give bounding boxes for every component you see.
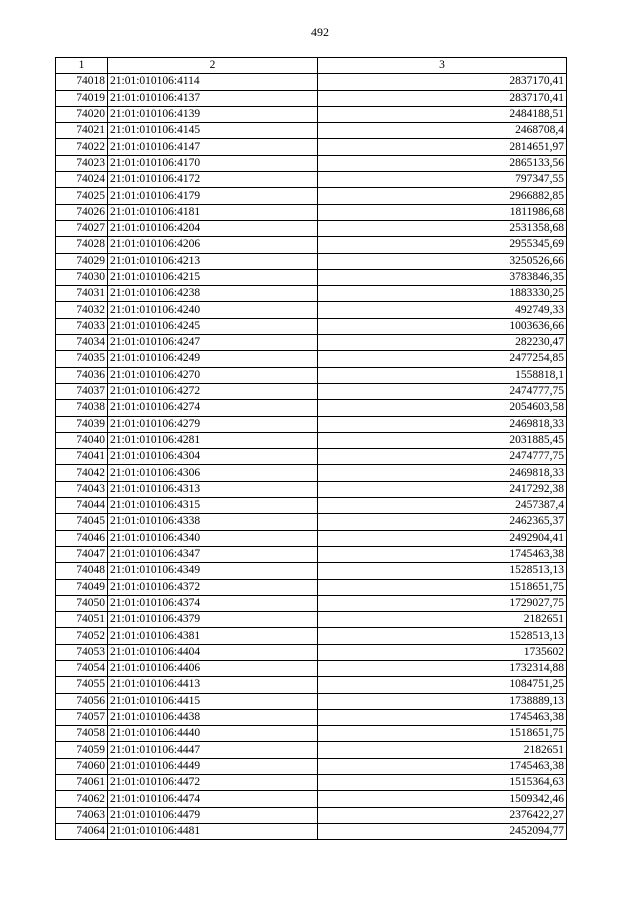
row-number-cell: 74046 xyxy=(56,530,108,546)
header-row xyxy=(56,58,567,74)
cadastral-number-cell: 21:01:010106:4481 xyxy=(108,823,318,839)
table-row xyxy=(56,612,567,628)
row-number-cell: 74023 xyxy=(56,155,108,171)
cadastral-number-cell: 21:01:010106:4474 xyxy=(108,791,318,807)
cadastral-number-cell: 21:01:010106:4306 xyxy=(108,465,318,481)
cadastral-number-cell: 21:01:010106:4247 xyxy=(108,335,318,351)
table-row xyxy=(56,807,567,823)
row-number-cell: 74025 xyxy=(56,188,108,204)
table-row xyxy=(56,367,567,383)
cadastral-number-cell: 21:01:010106:4315 xyxy=(108,498,318,514)
value-cell: 1811986,68 xyxy=(318,204,567,220)
value-cell: 2031885,45 xyxy=(318,432,567,448)
row-number-cell: 74035 xyxy=(56,351,108,367)
value-cell: 2477254,85 xyxy=(318,351,567,367)
cadastral-number-cell: 21:01:010106:4139 xyxy=(108,106,318,122)
row-number-cell: 74044 xyxy=(56,498,108,514)
table-row xyxy=(56,758,567,774)
row-number-cell: 74019 xyxy=(56,90,108,106)
value-cell: 1528513,13 xyxy=(318,628,567,644)
value-cell: 1528513,13 xyxy=(318,563,567,579)
row-number-cell: 74043 xyxy=(56,481,108,497)
row-number-cell: 74062 xyxy=(56,791,108,807)
cadastral-number-cell: 21:01:010106:4179 xyxy=(108,188,318,204)
column-header-3: 3 xyxy=(318,58,567,74)
table-row xyxy=(56,726,567,742)
table-row xyxy=(56,188,567,204)
value-cell: 2966882,85 xyxy=(318,188,567,204)
row-number-cell: 74059 xyxy=(56,742,108,758)
row-number-cell: 74026 xyxy=(56,204,108,220)
row-number-cell: 74031 xyxy=(56,286,108,302)
row-number-cell: 74048 xyxy=(56,563,108,579)
table-row xyxy=(56,530,567,546)
table-row xyxy=(56,514,567,530)
row-number-cell: 74040 xyxy=(56,432,108,448)
table-row xyxy=(56,693,567,709)
column-header-1: 1 xyxy=(56,58,108,74)
row-number-cell: 74049 xyxy=(56,579,108,595)
row-number-cell: 74047 xyxy=(56,546,108,562)
cadastral-number-cell: 21:01:010106:4206 xyxy=(108,237,318,253)
row-number-cell: 74034 xyxy=(56,335,108,351)
cadastral-number-cell: 21:01:010106:4338 xyxy=(108,514,318,530)
row-number-cell: 74027 xyxy=(56,220,108,236)
row-number-cell: 74037 xyxy=(56,383,108,399)
table-header xyxy=(56,58,567,74)
table-row xyxy=(56,286,567,302)
table-row xyxy=(56,220,567,236)
cadastral-number-cell: 21:01:010106:4270 xyxy=(108,367,318,383)
page-number: 492 xyxy=(311,25,329,39)
table-row xyxy=(56,139,567,155)
row-number-cell: 74032 xyxy=(56,302,108,318)
value-cell: 2054603,58 xyxy=(318,400,567,416)
cadastral-number-cell: 21:01:010106:4438 xyxy=(108,709,318,725)
value-cell: 2468708,4 xyxy=(318,123,567,139)
value-cell: 2376422,27 xyxy=(318,807,567,823)
row-number-cell: 74021 xyxy=(56,123,108,139)
value-cell: 1745463,38 xyxy=(318,546,567,562)
cadastral-number-cell: 21:01:010106:4413 xyxy=(108,677,318,693)
value-cell: 492749,33 xyxy=(318,302,567,318)
table-row xyxy=(56,563,567,579)
value-cell: 2469818,33 xyxy=(318,416,567,432)
row-number-cell: 74036 xyxy=(56,367,108,383)
table-row xyxy=(56,498,567,514)
value-cell: 2814651,97 xyxy=(318,139,567,155)
row-number-cell: 74045 xyxy=(56,514,108,530)
cadastral-number-cell: 21:01:010106:4381 xyxy=(108,628,318,644)
cadastral-number-cell: 21:01:010106:4440 xyxy=(108,726,318,742)
table-row xyxy=(56,269,567,285)
value-cell: 282230,47 xyxy=(318,335,567,351)
cadastral-number-cell: 21:01:010106:4215 xyxy=(108,269,318,285)
value-cell: 3783846,35 xyxy=(318,269,567,285)
row-number-cell: 74051 xyxy=(56,612,108,628)
row-number-cell: 74053 xyxy=(56,644,108,660)
cadastral-number-cell: 21:01:010106:4170 xyxy=(108,155,318,171)
table-row xyxy=(56,546,567,562)
cadastral-number-cell: 21:01:010106:4404 xyxy=(108,644,318,660)
row-number-cell: 74018 xyxy=(56,74,108,90)
value-cell: 2837170,41 xyxy=(318,90,567,106)
value-cell: 2474777,75 xyxy=(318,383,567,399)
cadastral-number-cell: 21:01:010106:4272 xyxy=(108,383,318,399)
table-row xyxy=(56,775,567,791)
value-cell: 1558818,1 xyxy=(318,367,567,383)
value-cell: 1883330,25 xyxy=(318,286,567,302)
value-cell: 1738889,13 xyxy=(318,693,567,709)
cadastral-number-cell: 21:01:010106:4304 xyxy=(108,449,318,465)
table-row xyxy=(56,416,567,432)
value-cell: 2182651 xyxy=(318,612,567,628)
table-row xyxy=(56,237,567,253)
cadastral-number-cell: 21:01:010106:4374 xyxy=(108,595,318,611)
value-cell: 1003636,66 xyxy=(318,318,567,334)
value-cell: 2492904,41 xyxy=(318,530,567,546)
value-cell: 2531358,68 xyxy=(318,220,567,236)
value-cell: 1518651,75 xyxy=(318,579,567,595)
row-number-cell: 74042 xyxy=(56,465,108,481)
row-number-cell: 74058 xyxy=(56,726,108,742)
table-row xyxy=(56,335,567,351)
value-cell: 2865133,56 xyxy=(318,155,567,171)
cadastral-number-cell: 21:01:010106:4181 xyxy=(108,204,318,220)
row-number-cell: 74033 xyxy=(56,318,108,334)
cadastral-number-cell: 21:01:010106:4245 xyxy=(108,318,318,334)
value-cell: 2182651 xyxy=(318,742,567,758)
value-cell: 1735602 xyxy=(318,644,567,660)
table-row xyxy=(56,709,567,725)
table-row xyxy=(56,791,567,807)
table-body xyxy=(56,74,567,840)
value-cell: 2462365,37 xyxy=(318,514,567,530)
row-number-cell: 74039 xyxy=(56,416,108,432)
value-cell: 2474777,75 xyxy=(318,449,567,465)
table-row xyxy=(56,595,567,611)
row-number-cell: 74063 xyxy=(56,807,108,823)
table-row xyxy=(56,432,567,448)
cadastral-number-cell: 21:01:010106:4447 xyxy=(108,742,318,758)
cadastral-number-cell: 21:01:010106:4137 xyxy=(108,90,318,106)
value-cell: 2452094,77 xyxy=(318,823,567,839)
table-row xyxy=(56,579,567,595)
row-number-cell: 74054 xyxy=(56,660,108,676)
cadastral-number-cell: 21:01:010106:4415 xyxy=(108,693,318,709)
cadastral-number-cell: 21:01:010106:4313 xyxy=(108,481,318,497)
value-cell: 1729027,75 xyxy=(318,595,567,611)
row-number-cell: 74038 xyxy=(56,400,108,416)
value-cell: 1745463,38 xyxy=(318,758,567,774)
cadastral-number-cell: 21:01:010106:4114 xyxy=(108,74,318,90)
table-row xyxy=(56,481,567,497)
value-cell: 2484188,51 xyxy=(318,106,567,122)
cadastral-number-cell: 21:01:010106:4238 xyxy=(108,286,318,302)
table-row xyxy=(56,823,567,839)
value-cell: 2837170,41 xyxy=(318,74,567,90)
row-number-cell: 74061 xyxy=(56,775,108,791)
cadastral-number-cell: 21:01:010106:4204 xyxy=(108,220,318,236)
cadastral-number-cell: 21:01:010106:4406 xyxy=(108,660,318,676)
table-row xyxy=(56,660,567,676)
table-row xyxy=(56,172,567,188)
row-number-cell: 74055 xyxy=(56,677,108,693)
table-row xyxy=(56,90,567,106)
table-row xyxy=(56,123,567,139)
row-number-cell: 74052 xyxy=(56,628,108,644)
cadastral-number-cell: 21:01:010106:4340 xyxy=(108,530,318,546)
value-cell: 2417292,38 xyxy=(318,481,567,497)
row-number-cell: 74057 xyxy=(56,709,108,725)
row-number-cell: 74024 xyxy=(56,172,108,188)
table-row xyxy=(56,383,567,399)
cadastral-number-cell: 21:01:010106:4479 xyxy=(108,807,318,823)
cadastral-number-cell: 21:01:010106:4249 xyxy=(108,351,318,367)
row-number-cell: 74041 xyxy=(56,449,108,465)
cadastral-number-cell: 21:01:010106:4472 xyxy=(108,775,318,791)
value-cell: 1509342,46 xyxy=(318,791,567,807)
cadastral-number-cell: 21:01:010106:4213 xyxy=(108,253,318,269)
table-row xyxy=(56,628,567,644)
value-cell: 1745463,38 xyxy=(318,709,567,725)
table-row xyxy=(56,204,567,220)
value-cell: 1515364,63 xyxy=(318,775,567,791)
value-cell: 2469818,33 xyxy=(318,465,567,481)
value-cell: 2955345,69 xyxy=(318,237,567,253)
table-row xyxy=(56,318,567,334)
table-row xyxy=(56,677,567,693)
table-row xyxy=(56,155,567,171)
value-cell: 797347,55 xyxy=(318,172,567,188)
cadastral-number-cell: 21:01:010106:4449 xyxy=(108,758,318,774)
value-cell: 3250526,66 xyxy=(318,253,567,269)
row-number-cell: 74060 xyxy=(56,758,108,774)
table-row xyxy=(56,644,567,660)
value-cell: 1732314,88 xyxy=(318,660,567,676)
table-row xyxy=(56,74,567,90)
table-row xyxy=(56,253,567,269)
value-cell: 1084751,25 xyxy=(318,677,567,693)
table-row xyxy=(56,449,567,465)
row-number-cell: 74022 xyxy=(56,139,108,155)
row-number-cell: 74064 xyxy=(56,823,108,839)
value-cell: 1518651,75 xyxy=(318,726,567,742)
cadastral-number-cell: 21:01:010106:4172 xyxy=(108,172,318,188)
cadastral-number-cell: 21:01:010106:4349 xyxy=(108,563,318,579)
cadastral-number-cell: 21:01:010106:4379 xyxy=(108,612,318,628)
row-number-cell: 74029 xyxy=(56,253,108,269)
column-header-2: 2 xyxy=(108,58,318,74)
table-row xyxy=(56,400,567,416)
cadastral-number-cell: 21:01:010106:4372 xyxy=(108,579,318,595)
cadastral-number-cell: 21:01:010106:4240 xyxy=(108,302,318,318)
table-row xyxy=(56,302,567,318)
cadastral-number-cell: 21:01:010106:4347 xyxy=(108,546,318,562)
value-cell: 2457387,4 xyxy=(318,498,567,514)
cadastral-number-cell: 21:01:010106:4145 xyxy=(108,123,318,139)
table-row xyxy=(56,465,567,481)
cadastral-number-cell: 21:01:010106:4279 xyxy=(108,416,318,432)
table-row xyxy=(56,742,567,758)
table-row xyxy=(56,351,567,367)
row-number-cell: 74056 xyxy=(56,693,108,709)
register-table xyxy=(55,57,567,840)
cadastral-number-cell: 21:01:010106:4147 xyxy=(108,139,318,155)
row-number-cell: 74028 xyxy=(56,237,108,253)
cadastral-number-cell: 21:01:010106:4274 xyxy=(108,400,318,416)
row-number-cell: 74050 xyxy=(56,595,108,611)
table-row xyxy=(56,106,567,122)
row-number-cell: 74030 xyxy=(56,269,108,285)
row-number-cell: 74020 xyxy=(56,106,108,122)
cadastral-number-cell: 21:01:010106:4281 xyxy=(108,432,318,448)
